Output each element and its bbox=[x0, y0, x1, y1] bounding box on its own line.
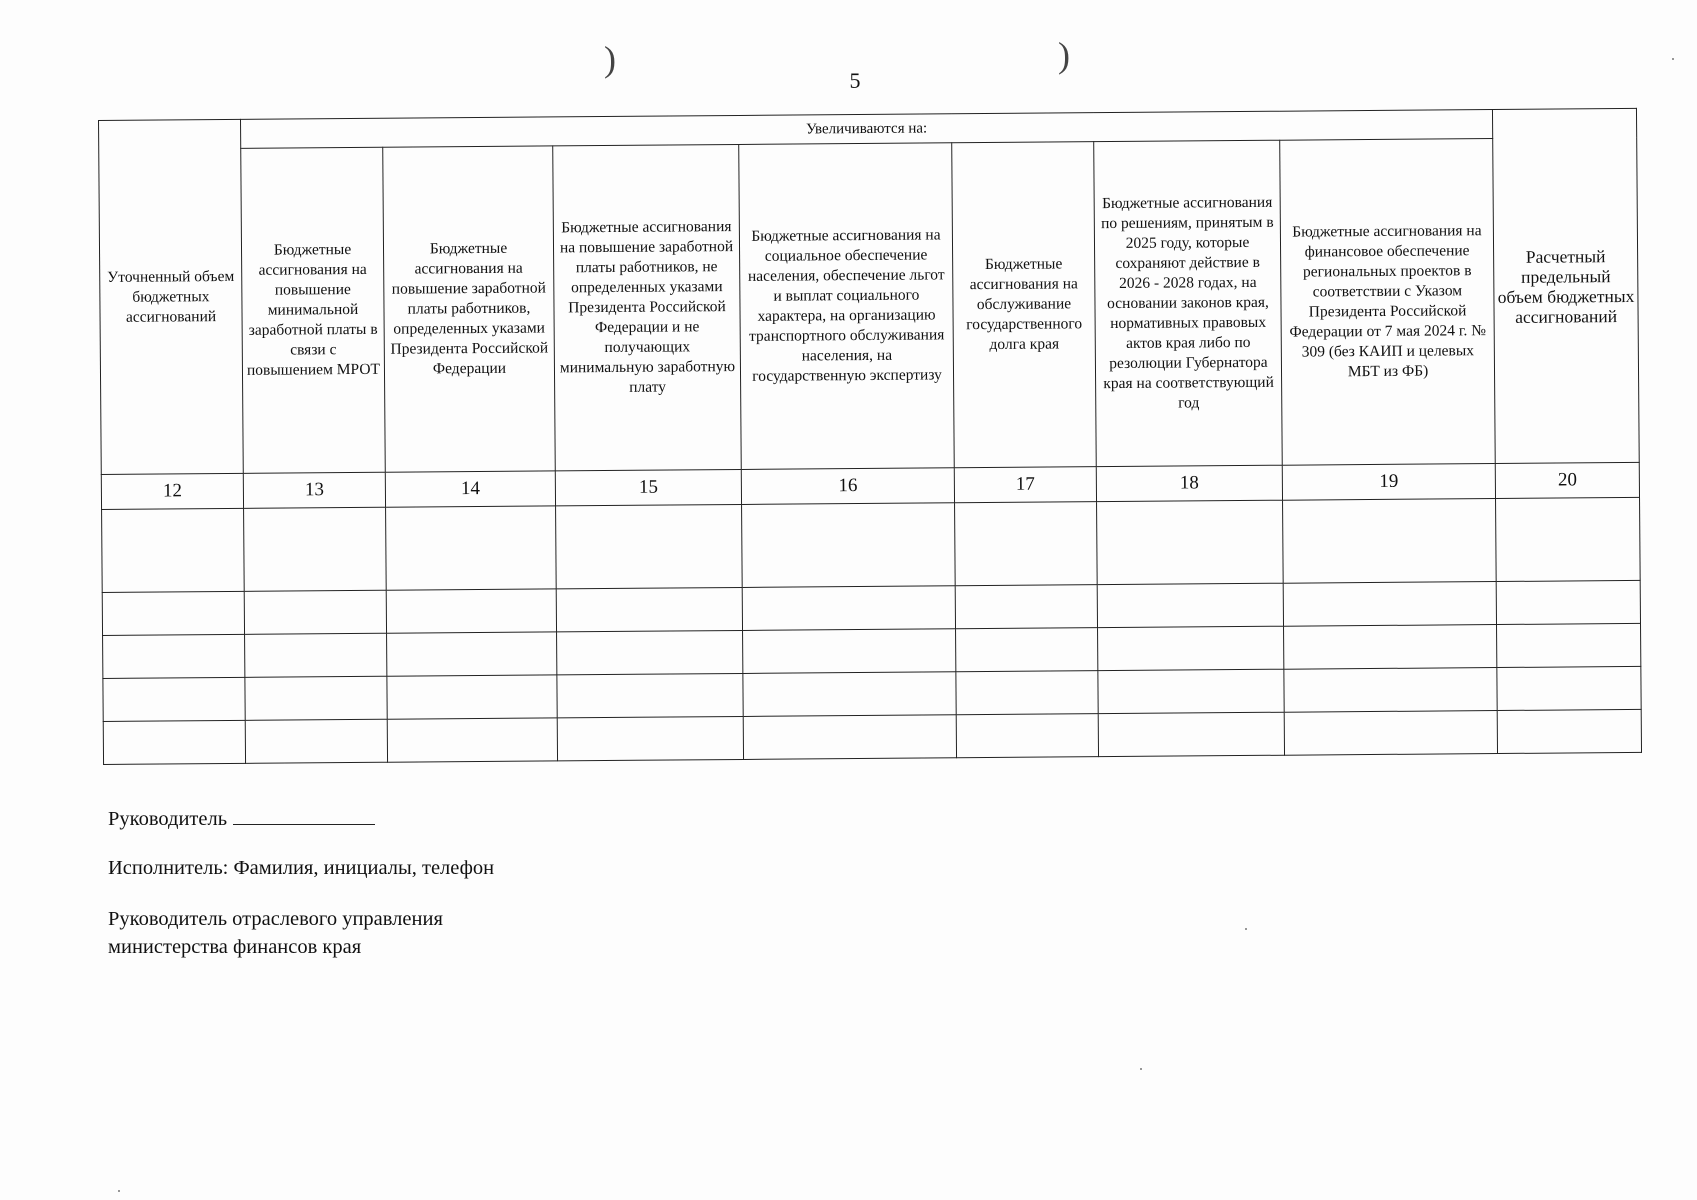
scan-speck bbox=[118, 1190, 120, 1192]
table-cell[interactable] bbox=[1097, 583, 1283, 627]
table-cell[interactable] bbox=[1098, 712, 1284, 756]
table-cell[interactable] bbox=[556, 504, 743, 588]
table-cell[interactable] bbox=[1496, 580, 1640, 624]
signature-blank[interactable] bbox=[233, 804, 375, 825]
column-header-16: Бюджетные ассигнования на социальное обеспечение населения, обеспечение льгот и выплат социального характера, на организацию транспортного обслуживания населения, на государственную экспертизу bbox=[739, 143, 955, 470]
table-cell[interactable] bbox=[557, 630, 743, 674]
table-cell[interactable] bbox=[102, 591, 244, 635]
table-cell[interactable] bbox=[1497, 623, 1641, 667]
table-row bbox=[102, 497, 1641, 592]
column-header-17: Бюджетные ассигнования на обслуживание государственного долга края bbox=[952, 142, 1097, 468]
column-number: 20 bbox=[1495, 462, 1639, 498]
table-cell[interactable] bbox=[1283, 499, 1497, 584]
table-column-header-row bbox=[99, 137, 1640, 474]
table-cell[interactable] bbox=[1283, 582, 1496, 627]
column-number: 19 bbox=[1282, 464, 1495, 501]
table-cell[interactable] bbox=[102, 508, 245, 592]
column-number: 12 bbox=[101, 473, 243, 509]
page-number: 5 bbox=[849, 68, 861, 93]
table-cell[interactable] bbox=[743, 715, 956, 760]
appropriations-table bbox=[98, 108, 1642, 765]
branch-head-line-2: министерства финансов края bbox=[108, 936, 362, 958]
table-cell[interactable] bbox=[743, 629, 956, 674]
table-cell[interactable] bbox=[556, 587, 742, 631]
column-number: 18 bbox=[1096, 465, 1282, 501]
increase-group-header: Увеличиваются на: bbox=[240, 110, 1492, 149]
table-cell[interactable] bbox=[103, 634, 245, 678]
table-cell[interactable] bbox=[386, 506, 557, 590]
table-cell[interactable] bbox=[1284, 625, 1497, 670]
table-cell[interactable] bbox=[956, 628, 1098, 672]
table-cell[interactable] bbox=[244, 590, 386, 634]
table-cell[interactable] bbox=[1097, 500, 1284, 584]
table-cell[interactable] bbox=[1284, 668, 1497, 713]
table-cell[interactable] bbox=[387, 675, 557, 719]
executor-line: Исполнитель: Фамилия, инициалы, телефон bbox=[108, 857, 495, 879]
column-number: 15 bbox=[555, 469, 741, 505]
appropriations-table-container bbox=[98, 108, 1642, 765]
head-label: Руководитель bbox=[108, 808, 228, 830]
scan-artifact-mark: ) bbox=[1058, 35, 1070, 75]
table-cell[interactable] bbox=[742, 503, 956, 588]
table-cell[interactable] bbox=[245, 676, 387, 720]
table-cell[interactable] bbox=[1497, 666, 1641, 710]
table-cell[interactable] bbox=[1098, 626, 1284, 670]
table-cell[interactable] bbox=[1284, 711, 1497, 756]
column-header-14: Бюджетные ассигнования на повышение заработной платы работников, определенных указами Президента Российской Федерации bbox=[383, 146, 556, 472]
table-cell[interactable] bbox=[1496, 497, 1641, 581]
table-cell[interactable] bbox=[1098, 669, 1284, 713]
table-cell[interactable] bbox=[245, 719, 387, 763]
branch-head-line-1: Руководитель отраслевого управления bbox=[108, 908, 443, 930]
table-cell[interactable] bbox=[103, 677, 245, 721]
column-number: 17 bbox=[954, 467, 1096, 503]
table-cell[interactable] bbox=[244, 507, 387, 591]
table-cell[interactable] bbox=[386, 589, 556, 633]
table-cell[interactable] bbox=[245, 633, 387, 677]
scan-speck bbox=[1672, 58, 1674, 60]
scan-speck bbox=[1245, 928, 1247, 930]
column-number: 13 bbox=[243, 472, 385, 508]
table-cell[interactable] bbox=[743, 672, 956, 717]
column-header-20: Расчетный предельный объем бюджетных ассигнований bbox=[1493, 108, 1640, 463]
table-cell[interactable] bbox=[955, 585, 1097, 629]
column-number: 14 bbox=[385, 471, 555, 507]
column-header-12: Уточненный объем бюджетных ассигнований bbox=[99, 119, 244, 474]
table-cell[interactable] bbox=[742, 586, 955, 631]
column-header-13: Бюджетные ассигнования на повышение минимальной заработной платы в связи с повышением МРОТ bbox=[241, 147, 386, 473]
scan-artifact-mark: ) bbox=[604, 39, 616, 79]
table-cell[interactable] bbox=[955, 502, 1098, 586]
head-signature-line bbox=[108, 804, 375, 833]
table-cell[interactable] bbox=[1497, 709, 1641, 753]
branch-head-block bbox=[108, 905, 443, 961]
table-cell[interactable] bbox=[103, 720, 245, 764]
table-cell[interactable] bbox=[387, 632, 557, 676]
column-number: 16 bbox=[741, 468, 954, 505]
table-cell[interactable] bbox=[557, 673, 743, 717]
scan-speck bbox=[1140, 1068, 1142, 1070]
column-header-15: Бюджетные ассигнования на повышение заработной платы работников, не определенных указами Президента Российской Федерации и не получающих минимальную заработную плату bbox=[553, 144, 742, 470]
table-cell[interactable] bbox=[557, 716, 743, 760]
table-cell[interactable] bbox=[956, 714, 1098, 758]
table-cell[interactable] bbox=[387, 718, 557, 762]
table-body bbox=[102, 497, 1642, 764]
column-header-19: Бюджетные ассигнования на финансовое обеспечение региональных проектов в соответствии с Указом Президента Российской Федерации от 7 мая 2024 г. № 309 (без КАИП и целевых МБТ из ФБ) bbox=[1280, 139, 1496, 466]
column-header-18: Бюджетные ассигнования по решениям, принятым в 2025 году, которые сохраняют действие в 2026 - 2028 годах, на основании законов края, нормативных правовых актов края либо по резолюции Губернатора края на соответствующий год bbox=[1094, 140, 1283, 466]
table-cell[interactable] bbox=[956, 671, 1098, 715]
